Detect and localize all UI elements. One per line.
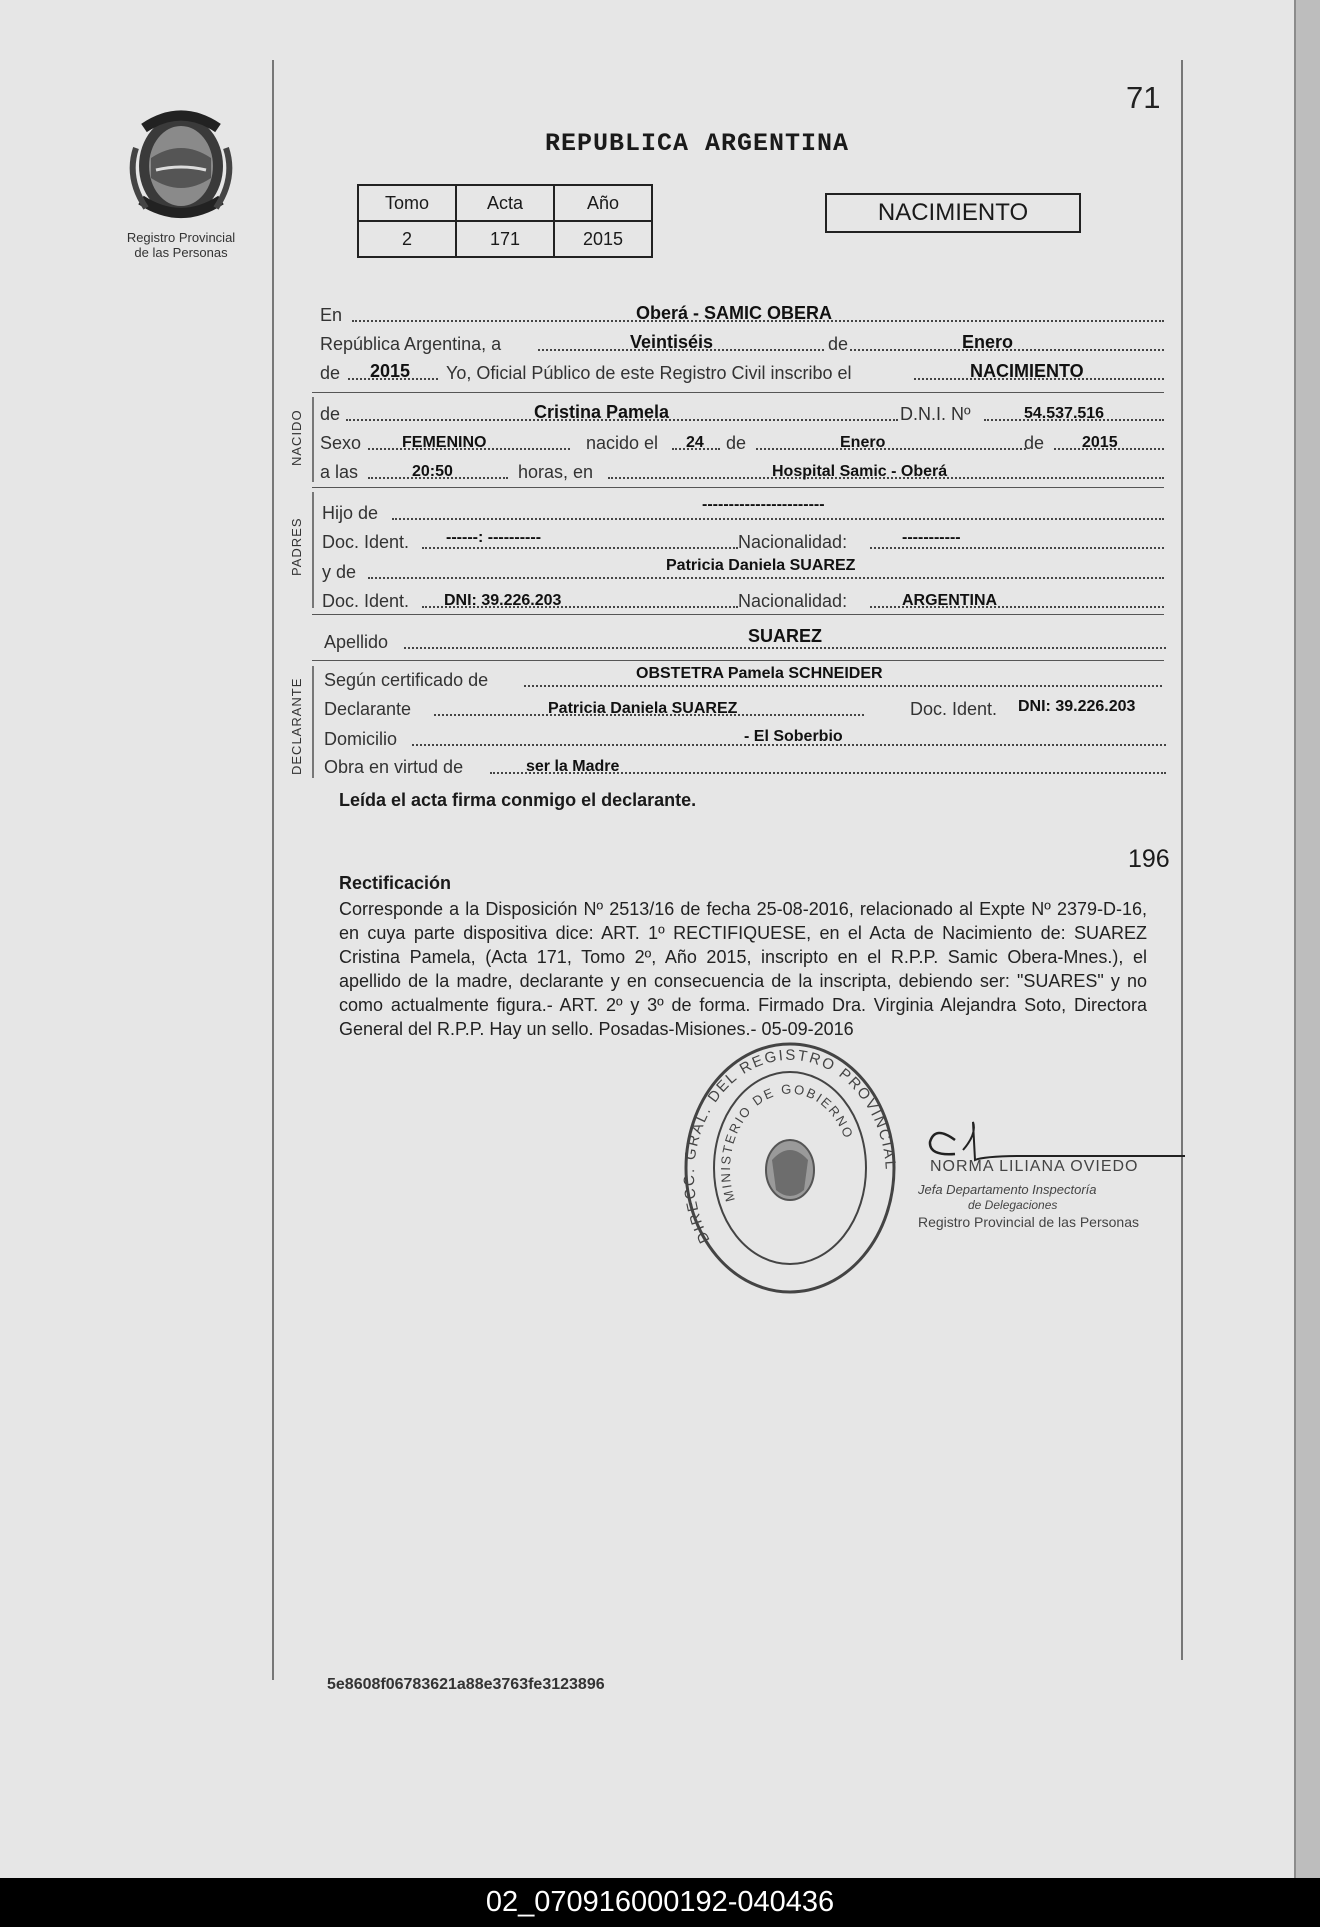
official-stamp [680, 1040, 900, 1300]
registry-caption-line2: de las Personas [134, 245, 228, 260]
horas-label: horas, en [518, 462, 594, 482]
declarante-line-4 [324, 754, 1166, 778]
obra-label: Obra en virtud de [324, 757, 464, 777]
signer-title-line3: Registro Provincial de las Personas [918, 1214, 1139, 1230]
padres-line-2 [322, 529, 1164, 553]
section-bracket-nacido [312, 397, 314, 482]
section-divider [312, 660, 1164, 661]
intro-line-2 [320, 331, 1164, 355]
nacido-side-label: NACIDO [289, 409, 304, 466]
cert-label: Según certificado de [324, 670, 489, 690]
nacionalidad-label: Nacionalidad: [738, 532, 848, 552]
year-prefix-label: de [320, 363, 341, 383]
section-bracket-padres [312, 492, 314, 608]
signer-title-line2: de Delegaciones [968, 1198, 1058, 1212]
document-hash: 5e8608f06783621a88e3763fe3123896 [327, 1676, 605, 1693]
de-label: de [828, 334, 849, 354]
intro-line-3 [320, 360, 1164, 384]
yo-text: Yo, Oficial Público de este Registro Civil inscribo el [446, 363, 852, 383]
declarante-line-1 [324, 667, 1162, 691]
province-seal-logo [126, 108, 236, 228]
record-table-header-ano: Año [554, 185, 652, 221]
year-value: 2015 [370, 361, 411, 381]
nacido-el-label: nacido el [586, 433, 659, 453]
declarante-side-label: DECLARANTE [289, 677, 304, 775]
dotted-line [524, 685, 1162, 687]
padres-line-1 [322, 496, 1164, 524]
record-kind-value: NACIMIENTO [970, 361, 1084, 381]
birth-day-value: 24 [686, 434, 704, 451]
record-table-value-acta: 171 [456, 221, 554, 257]
republica-label: República Argentina, a [320, 334, 502, 354]
padres-side-label: PADRES [289, 517, 304, 576]
birth-year-value: 2015 [1082, 434, 1118, 451]
record-table-header-acta: Acta [456, 185, 554, 221]
mother-value: Patricia Daniela SUAREZ [666, 557, 856, 574]
declarante-line-2 [324, 696, 1164, 720]
y-de-label: y de [322, 562, 357, 582]
doc-ident-label-2: Doc. Ident. [322, 591, 410, 611]
nacionalidad-label-2: Nacionalidad: [738, 591, 848, 611]
domicilio-label: Domicilio [324, 729, 398, 749]
doc-ident-label: Doc. Ident. [910, 699, 998, 719]
dotted-line [404, 647, 1166, 649]
obra-value: ser la Madre [526, 758, 620, 775]
dotted-line [392, 518, 1164, 520]
declarante-line-3 [324, 726, 1166, 750]
father-nationality-value: ----------- [902, 529, 961, 546]
section-divider [312, 487, 1164, 488]
apellido-line [324, 626, 1166, 653]
stamp-inner-text: MINISTERIO DE GOBIERNO [717, 1081, 857, 1204]
domicilio-value: - El Soberbio [744, 728, 843, 745]
father-value: ----------------------- [702, 496, 825, 513]
dotted-line [422, 547, 738, 549]
registry-caption-line1: Registro Provincial [126, 230, 236, 245]
child-dni-value: 54.537.516 [1024, 405, 1105, 422]
birth-month-value: Enero [840, 434, 886, 451]
padres-line-4 [322, 588, 1164, 612]
father-doc-value: ------: ---------- [446, 529, 542, 546]
month-value: Enero [962, 332, 1014, 352]
declarante-doc-value: DNI: 39.226.203 [1018, 698, 1136, 715]
a-las-label: a las [320, 462, 359, 482]
signer-title-line1: Jefa Departamento Inspectoría [918, 1182, 1097, 1197]
dotted-line [870, 547, 1164, 549]
page-edge [1294, 0, 1320, 1878]
child-name-value: Cristina Pamela [534, 402, 670, 422]
nacido-line-2 [320, 430, 1164, 454]
mother-nationality-value: ARGENTINA [902, 592, 998, 609]
signer-name: NORMA LILIANA OVIEDO [930, 1158, 1139, 1175]
section-bracket-declarante [312, 666, 314, 778]
de-label: de [320, 404, 341, 424]
page-number: 71 [1126, 80, 1161, 115]
stamp-outer-text: DIRECC. GRAL. DEL REGISTRO PROVINCIAL [680, 1046, 899, 1246]
nacido-line-3 [320, 459, 1164, 483]
country-title: REPUBLICA ARGENTINA [545, 129, 850, 158]
closing-statement: Leída el acta firma conmigo el declarante. [339, 790, 697, 810]
section-divider [312, 614, 1164, 615]
left-margin-line [272, 60, 274, 1680]
de-label-3: de [1024, 433, 1045, 453]
dotted-line [756, 448, 1026, 450]
birth-place-value: Hospital Samic - Oberá [772, 463, 948, 480]
padres-line-3 [322, 559, 1164, 583]
day-words-value: Veintiséis [630, 332, 714, 352]
place-value: Oberá - SAMIC OBERA [636, 303, 833, 323]
declarante-label: Declarante [324, 699, 412, 719]
mother-doc-value: DNI: 39.226.203 [444, 592, 562, 609]
section-divider [312, 392, 1164, 393]
record-table-value-tomo: 2 [358, 221, 456, 257]
intro-line-1 [320, 302, 1164, 326]
record-type-box: NACIMIENTO [825, 193, 1081, 233]
sexo-value: FEMENINO [402, 434, 487, 451]
record-table [357, 184, 653, 258]
dni-label: D.N.I. Nº [900, 404, 971, 424]
hijo-de-label: Hijo de [322, 503, 379, 523]
sexo-label: Sexo [320, 433, 362, 453]
rectification-body: Corresponde a la Disposición Nº 2513/16 de fecha 25-08-2016, relacionado al Expte Nº 2379-D-16, en cuya parte dispositiva dice: ART. 1º RECTIFIQUESE, en el Acta de Nacimiento de: SUAREZ Cristina Pamela, (Acta 171, Tomo 2º, Año 2015, inscripto en el R.P.P. Samic Obera-Mnes.), el apellido de la madre, declarante y en consecuencia de la inscripta, debiendo ser: "SUARES" y no como actualmente figura.- ART. 2º y 3º de forma. Firmado Dra. Virginia Alejandra Soto, Directora General del R.P.P. Hay un sello. Posadas-Misiones.- 05-09-2016 [339, 899, 1147, 1039]
apellido-label: Apellido [324, 632, 389, 652]
rectification-number: 196 [1128, 845, 1170, 873]
rectification-title: Rectificación [339, 873, 452, 893]
registry-caption [100, 230, 262, 260]
declarante-value: Patricia Daniela SUAREZ [548, 700, 738, 717]
record-table-header-tomo: Tomo [358, 185, 456, 221]
right-margin-line [1181, 60, 1183, 1660]
record-table-value-ano: 2015 [554, 221, 652, 257]
de-label-2: de [726, 433, 747, 453]
en-label: En [320, 305, 343, 325]
cert-value: OBSTETRA Pamela SCHNEIDER [636, 665, 883, 682]
time-value: 20:50 [412, 463, 453, 480]
apellido-value: SUAREZ [748, 626, 823, 646]
nacido-line-1 [320, 401, 1164, 425]
doc-ident-label: Doc. Ident. [322, 532, 410, 552]
dotted-line [368, 577, 1164, 579]
file-id-bar: 02_070916000192-040436 [0, 1878, 1320, 1927]
